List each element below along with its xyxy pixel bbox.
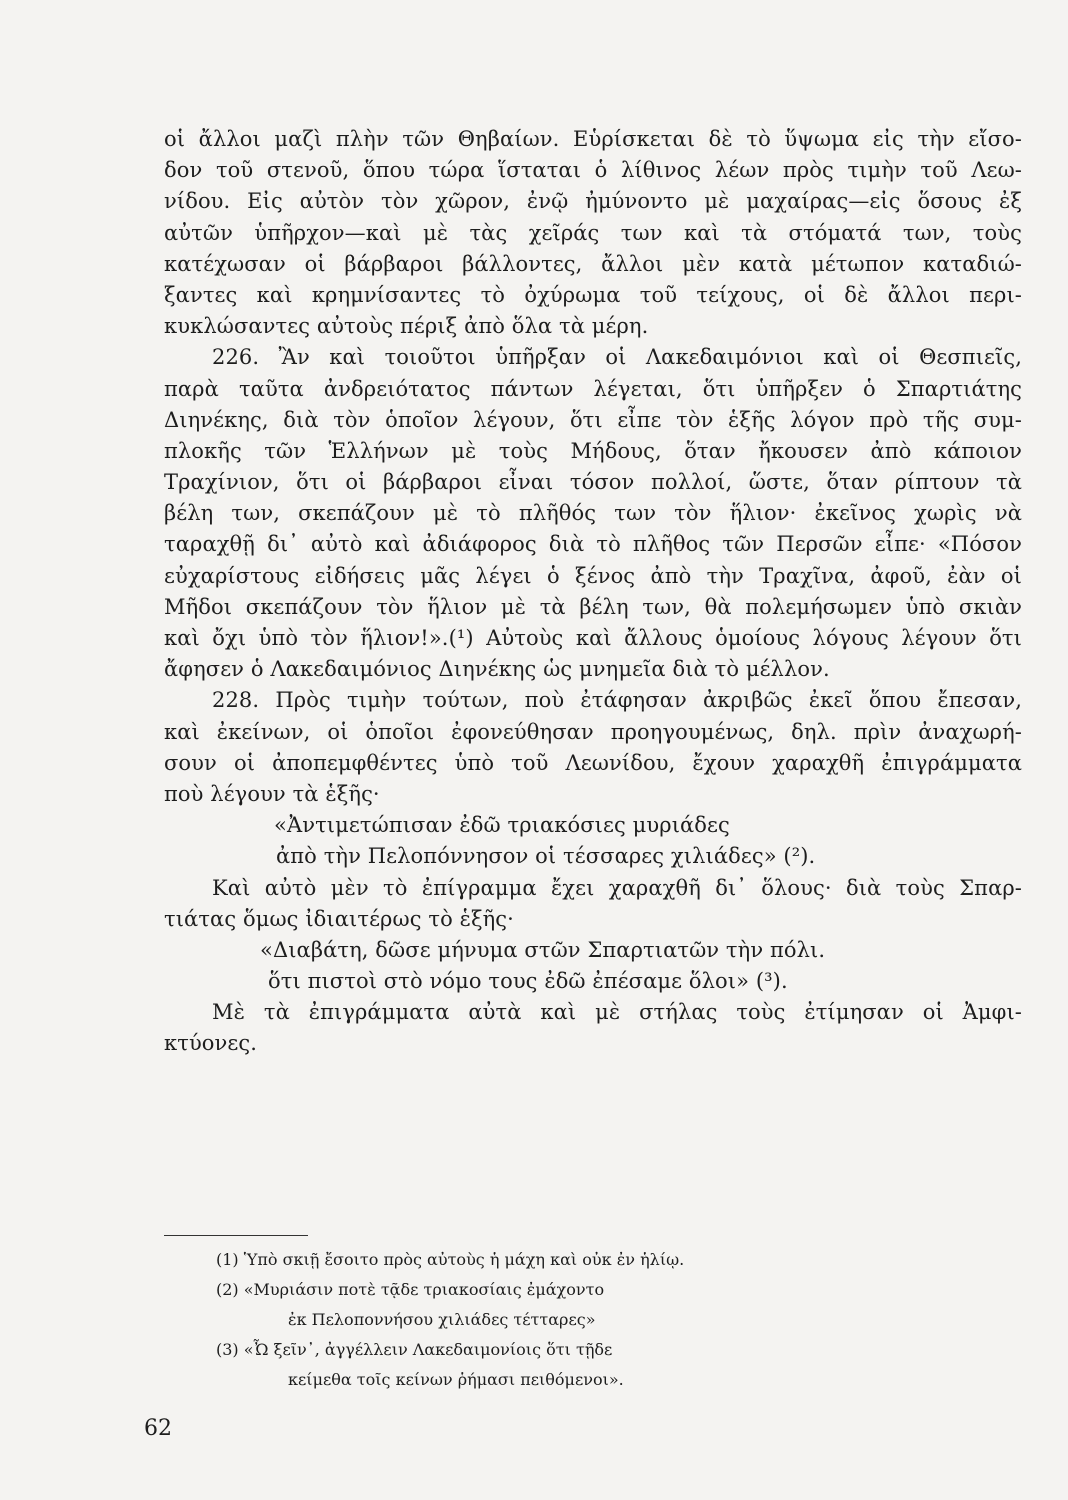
footnote: (1) Ὑπὸ σκιῇ ἔσοιτο πρὸς αὐτοὺς ἡ μάχη καὶ οὐκ ἐν ἡλίῳ. <box>216 1250 685 1269</box>
footnote: (2) «Μυριάσιν ποτὲ τᾷδε τριακοσίαις ἐμάχοντο <box>216 1280 605 1299</box>
text-line: νίδου. Εἰς αὐτὸν τὸν χῶρον, ἐνῷ ἠμύνοντο μὲ μαχαίρας—εἰς ὅσους ἐξ <box>164 189 1022 214</box>
page-number: 62 <box>144 1416 172 1441</box>
text-line: κυκλώσαντες αὐτοὺς πέριξ ἀπὸ ὅλα τὰ μέρη. <box>164 314 649 339</box>
text-line: σουν οἱ ἀποπεμφθέντες ὑπὸ τοῦ Λεωνίδου, ἔχουν χαραχθῆ ἐπιγράμματα <box>164 750 1022 775</box>
footnote: (3) «Ὦ ξεῖν᾽, ἀγγέλλειν Λακεδαιμονίοις ὅτι τῇδε <box>216 1340 613 1359</box>
text-line: αὐτῶν ὑπῆρχον—καὶ μὲ τὰς χεῖράς των καὶ τὰ στόματά των, τοὺς <box>164 220 1022 245</box>
footnote-rule <box>164 1235 308 1236</box>
text-line: κατέχωσαν οἱ βάρβαροι βάλλοντες, ἄλλοι μὲν κατὰ μέτωπον καταδιώ- <box>164 251 1022 276</box>
footnotes <box>216 1245 856 1395</box>
footnote-continuation: κείμεθα τοῖς κείνων ῥήμασι πειθόμενοι». <box>288 1370 624 1389</box>
text-line: Καὶ αὐτὸ μὲν τὸ ἐπίγραμμα ἔχει χαραχθῆ δι᾽ ὅλους· διὰ τοὺς Σπαρ- <box>212 875 1022 900</box>
text-line: Μῆδοι σκεπάζουν τὸν ἥλιον μὲ τὰ βέλη των, θὰ πολεμήσωμεν ὑπὸ σκιὰν <box>164 594 1022 619</box>
text-line: ταραχθῇ δι᾽ αὐτὸ καὶ ἀδιάφορος διὰ τὸ πλῆθος τῶν Περσῶν εἶπε· «Πόσον <box>164 532 1022 557</box>
text-line: εὐχαρίστους εἰδήσεις μᾶς λέγει ὁ ξένος ἀπὸ τὴν Τραχῖνα, ἀφοῦ, ἐὰν οἱ <box>164 563 1022 588</box>
text-line: Μὲ τὰ ἐπιγράμματα αὐτὰ καὶ μὲ στήλας τοὺς ἐτίμησαν οἱ Ἀμφι- <box>212 1000 1022 1025</box>
text-line: κτύονες. <box>164 1031 258 1056</box>
text-line: ξαντες καὶ κρημνίσαντες τὸ ὀχύρωμα τοῦ τείχους, οἱ δὲ ἄλλοι περι- <box>164 282 1022 307</box>
text-line: 228. Πρὸς τιμὴν τούτων, ποὺ ἐτάφησαν ἀκριβῶς ἐκεῖ ὅπου ἔπεσαν, <box>212 688 1022 713</box>
text-line: Διηνέκης, διὰ τὸν ὁποῖον λέγουν, ὅτι εἶπε τὸν ἑξῆς λόγον πρὸ τῆς συμ- <box>164 407 1022 432</box>
text-line: οἱ ἄλλοι μαζὶ πλὴν τῶν Θηβαίων. Εὑρίσκεται δὲ τὸ ὕψωμα εἰς τὴν εἴσο- <box>164 127 1022 151</box>
footnote-continuation: ἐκ Πελοποννήσου χιλιάδες τέτταρες» <box>288 1310 596 1329</box>
text-line: ποὺ λέγουν τὰ ἑξῆς· <box>164 781 380 806</box>
epigram-line: «Διαβάτη, δῶσε μήνυμα στῶν Σπαρτιατῶν τὴν πόλι. <box>260 937 826 962</box>
epigram-line: ἀπὸ τὴν Πελοπόννησον οἱ τέσσαρες χιλιάδες» (²). <box>276 844 816 869</box>
text-line: δον τοῦ στενοῦ, ὅπου τώρα ἵσταται ὁ λίθινος λέων πρὸς τιμὴν τοῦ Λεω- <box>164 158 1022 183</box>
epigram-line: «Ἀντιμετώπισαν ἐδῶ τριακόσιες μυριάδες <box>274 813 730 838</box>
text-line: πλοκῆς τῶν Ἑλλήνων μὲ τοὺς Μήδους, ὅταν ἤκουσεν ἀπὸ κάποιον <box>164 438 1022 463</box>
text-line: καὶ ὄχι ὑπὸ τὸν ἥλιον!».(¹) Αὐτοὺς καὶ ἄλλους ὁμοίους λόγους λέγουν ὅτι <box>164 626 1022 650</box>
text-line: βέλη των, σκεπάζουν μὲ τὸ πλῆθός των τὸν ἥλιον· ἐκεῖνος χωρὶς νὰ <box>164 501 1022 526</box>
text-line: Τραχίνιον, ὅτι οἱ βάρβαροι εἶναι τόσον πολλοί, ὥστε, ὅταν ρίπτουν τὰ <box>164 470 1022 495</box>
text-line: παρὰ ταῦτα ἀνδρειότατος πάντων λέγεται, ὅτι ὑπῆρξεν ὁ Σπαρτιάτης <box>164 376 1022 401</box>
text-line: ἄφησεν ὁ Λακεδαιμόνιος Διηνέκης ὡς μνημεῖα διὰ τὸ μέλλον. <box>164 657 830 682</box>
text-line: τιάτας ὅμως ἰδιαιτέρως τὸ ἑξῆς· <box>164 906 514 931</box>
epigram-line: ὅτι πιστοὶ στὸ νόμο τους ἐδῶ ἐπέσαμε ὅλοι» (³). <box>268 969 788 994</box>
text-line: 226. Ἂν καὶ τοιοῦτοι ὑπῆρξαν οἱ Λακεδαιμόνιοι καὶ οἱ Θεσπιεῖς, <box>212 345 1022 370</box>
text-line: καὶ ἐκείνων, οἱ ὁποῖοι ἐφονεύθησαν προηγουμένως, δηλ. πρὶν ἀναχωρή- <box>164 719 1022 744</box>
body-text <box>164 124 1022 1060</box>
